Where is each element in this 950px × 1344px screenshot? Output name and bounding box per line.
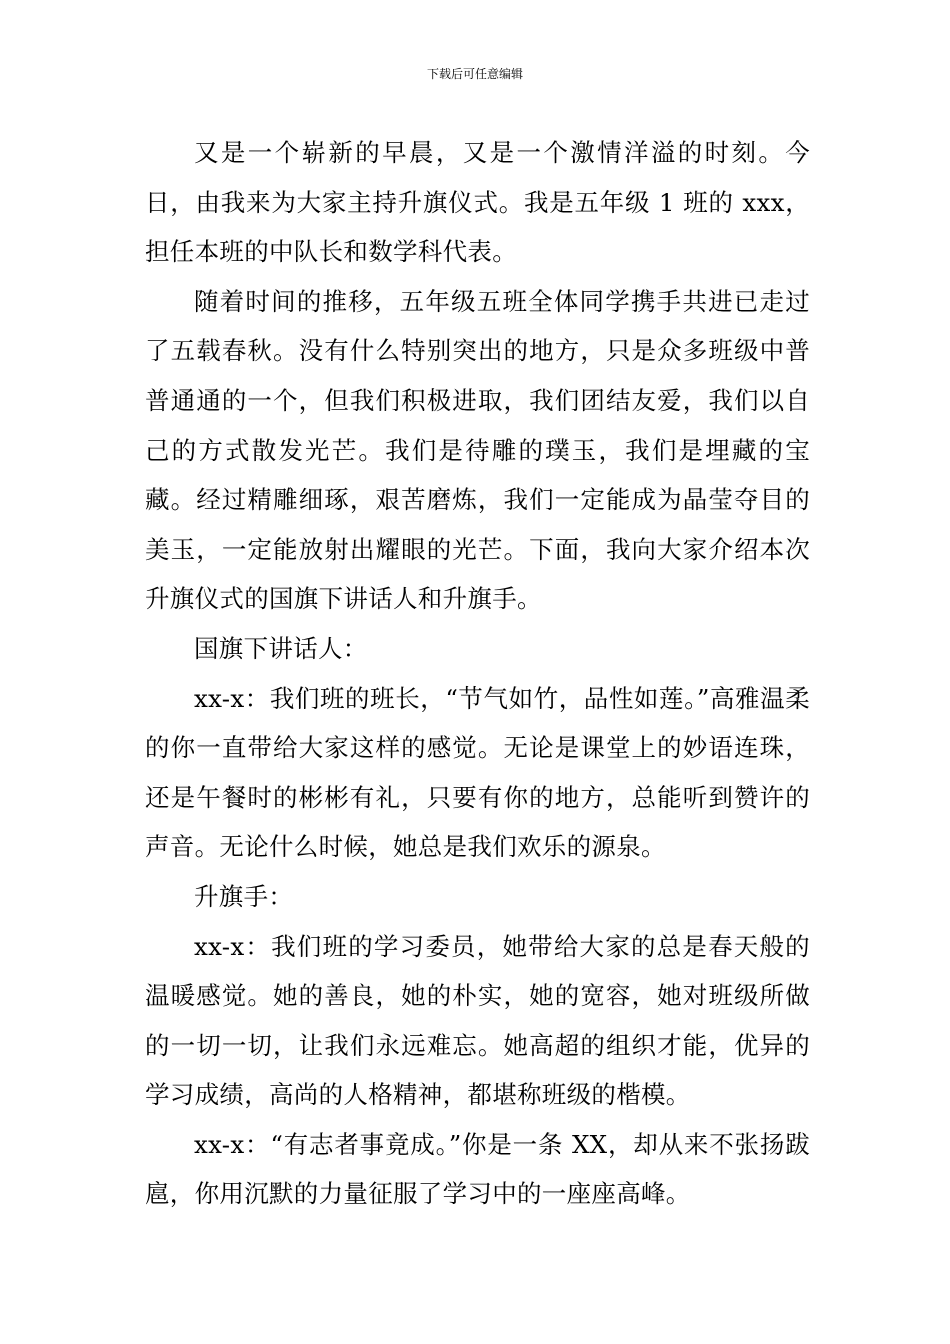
paragraph-flag-raiser-intro-1: xx-x：我们班的学习委员，她带给大家的总是春天般的温暖感觉。她的善良，她的朴实，她的宽容，她对班级所做的一切一切，让我们永远难忘。她高超的组织才能，优异的学习成绩，高尚的人格精神，都堪称班级的楷模。 <box>145 931 810 1110</box>
paragraph-flag-raiser-heading: 升旗手： <box>194 881 294 911</box>
paragraph-flag-raiser-intro-2: xx-x：“有志者事竟成。”你是一条 XX，却从来不张扬跋扈，你用沉默的力量征服了学习中的一座座高峰。 <box>145 1129 810 1209</box>
paragraph-opening: 又是一个崭新的早晨，又是一个激情洋溢的时刻。今日，由我来为大家主持升旗仪式。我是五年级 1 班的 xxx，担任本班的中队长和数学科代表。 <box>145 138 810 267</box>
paragraph-speaker-intro: xx-x：我们班的班长，“节气如竹，品性如莲。”高雅温柔的你一直带给大家这样的感觉。无论是课堂上的妙语连珠，还是午餐时的彬彬有礼，只要有你的地方，总能听到赞许的声音。无论什么时候，她总是我们欢乐的源泉。 <box>145 683 810 862</box>
paragraph-speaker-heading: 国旗下讲话人： <box>194 633 368 663</box>
page-header: 下载后可任意编辑 <box>426 67 523 81</box>
paragraph-class-intro: 随着时间的推移，五年级五班全体同学携手共进已走过了五载春秋。没有什么特别突出的地方，只是众多班级中普普通通的一个，但我们积极进取，我们团结友爱，我们以自己的方式散发光芒。我们是待雕的璞玉，我们是埋藏的宝藏。经过精雕细琢，艰苦磨炼，我们一定能成为晶莹夺目的美玉，一定能放射出耀眼的光芒。下面，我向大家介绍本次升旗仪式的国旗下讲话人和升旗手。 <box>145 286 810 614</box>
document-body <box>145 128 810 1219</box>
